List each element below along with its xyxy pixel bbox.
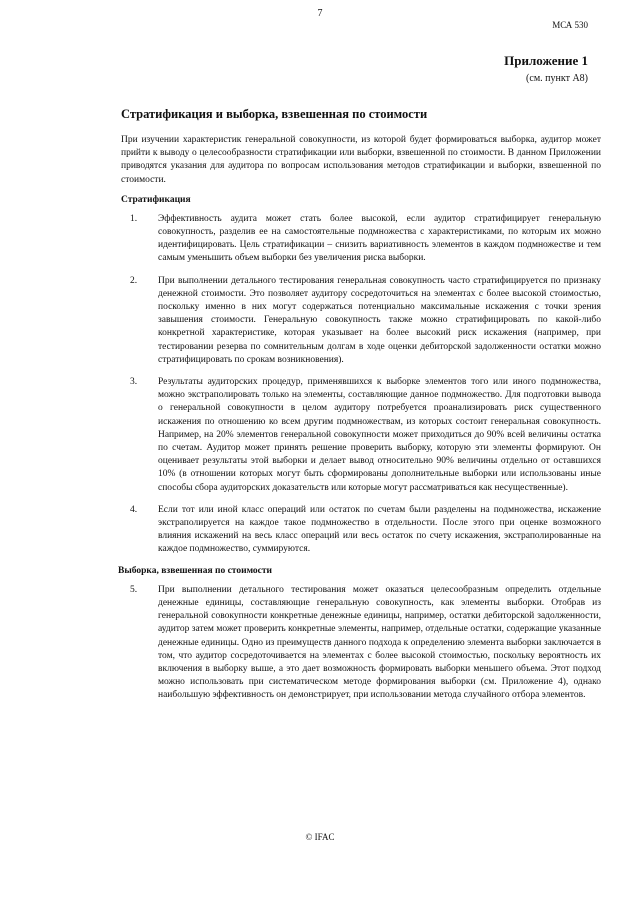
list-item bbox=[121, 584, 601, 703]
intro-paragraph: При изучении характеристик генеральной совокупности, из которой будет формироваться выборка, аудитор может прийти к выводу о целесообразности стратификации или выборки, взвешенной по стоимости. В данном Приложении приводятся указания для аудитора по вопросам использования методов стратификации и выборки, взвешенной по стоимости. bbox=[121, 135, 601, 185]
item-number: 5. bbox=[130, 584, 138, 595]
appendix-reference: (см. пункт А8) bbox=[526, 73, 588, 84]
document-body bbox=[118, 107, 601, 712]
item-number: 1. bbox=[130, 213, 138, 224]
item-text: При выполнении детального тестирования генеральная совокупность часто стратифицируется по признаку денежной стоимости. Это позволяет аудитору сосредоточиться на элементах с более высокой стоимостью, поскольку именно в них могут содержаться потенциально максимальные искажения с точки зрения завышения стоимости. Генеральную совокупность также можно стратифицировать по какой-либо конкретной характеристике, которая указывает на более высокий риск искажения (например, при тестировании резерва по сомнительным долгам в ходе оценки дебиторской задолженности остатки можно стратифицировать по срокам возникновения). bbox=[158, 275, 601, 365]
item-number: 2. bbox=[130, 275, 138, 286]
item-number: 3. bbox=[130, 377, 138, 388]
page-title: Стратификация и выборка, взвешенная по стоимости bbox=[121, 107, 428, 121]
list-item bbox=[121, 504, 601, 557]
item-text: Эффективность аудита может стать более высокой, если аудитор стратифицирует генеральную совокупность, разделив ее на самостоятельные подмножества с характеристиками, по которым их можно идентифицировать. Цель стратификации – снизить вариативность элементов в каждом подмножестве и тем самым уменьшить объем выборки без увеличения риска выборки. bbox=[158, 213, 601, 264]
page-number: 7 bbox=[317, 8, 323, 19]
item-number: 4. bbox=[130, 504, 138, 515]
list-item bbox=[121, 213, 601, 266]
item-text: Если тот или иной класс операций или остаток по счетам были разделены на подмножества, искажение экстраполируется на каждое такое подмножество в отдельности. После этого при оценке возможного влияния искажений на весь класс операций или весь остаток по счету искажения, экстраполированные на каждое подмножество, суммируются. bbox=[158, 504, 601, 555]
document-code: МСА 530 bbox=[552, 20, 588, 30]
footer-copyright: © IFAC bbox=[305, 832, 335, 842]
list-item bbox=[121, 275, 601, 367]
appendix-title: Приложение 1 bbox=[504, 53, 588, 68]
section-title-value-weighted-sampling: Выборка, взвешенная по стоимости bbox=[118, 565, 273, 576]
item-text: При выполнении детального тестирования может оказаться целесообразным определить отдельные денежные единицы, составляющие генеральную совокупность, как элементы выборки. Отобрав из генеральной совокупности конкретные денежные единицы, например, остатки дебиторской задолженности, аудитор затем может проверить конкретные элементы, например, отдельные остатки, содержащие указанные денежные единицы. Одно из преимуществ данного подхода к определению элемента выборки заключается в том, что аудитор сосредоточивается на элементах с более высокой стоимостью, поскольку вероятность их включения в выборку выше, а это дает возможность формировать выборки меньшего объема. Этот подход можно использовать при систематическом методе формирования выборки (см. Приложение 4), однако наибольшую эффективность он демонстрирует, при использовании метода случайного отбора элементов. bbox=[158, 584, 601, 701]
list-item bbox=[121, 376, 601, 495]
section-title-stratification: Стратификация bbox=[121, 194, 191, 205]
item-text: Результаты аудиторских процедур, применявшихся к выборке элементов того или иного подмножества, можно экстраполировать только на элементы, составляющие данное подмножество. Для подготовки вывода о генеральной совокупности в целом аудитору потребуется проанализировать риск существенного искажения по отношению ко всем другим подмножествам, из которых состоит генеральная совокупность. Например, на 20% элементов генеральной совокупности может приходиться до 90% всей величины остатка по счетам. Аудитор может принять решение проверить выборку, которую эти элементы формируют. Он оценивает результаты этой выборки и делает вывод относительно 90% величины отдельно от оставшихся 10% (в отношении которых могут быть сформированы дополнительные выборки или использованы иные способы сбора аудиторских доказательств или которые могут рассматриваться как несущественные). bbox=[158, 377, 601, 493]
